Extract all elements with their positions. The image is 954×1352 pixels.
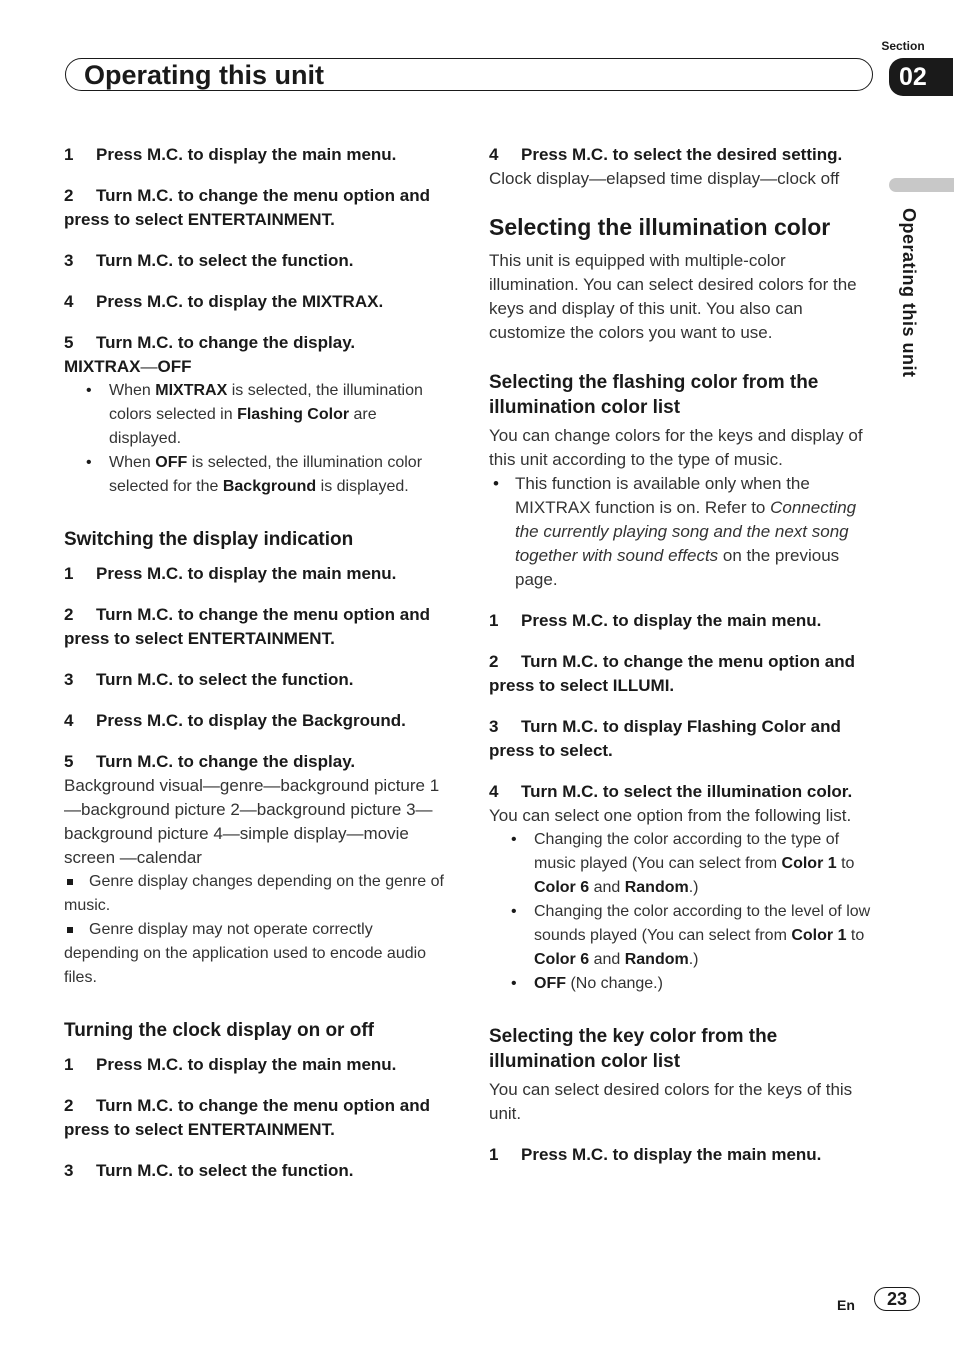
right-column bbox=[489, 143, 879, 1184]
bullet-item: • Changing the color according to the level of low sounds played (You can select from Color 1 to Color 6 and Random.) bbox=[489, 900, 879, 972]
paragraph: This unit is equipped with multiple-color illumination. You can select desired colors for the keys and display of this unit. You also can customize the colors you want to use. bbox=[489, 251, 857, 342]
side-tab-marker bbox=[889, 178, 954, 192]
step: 3 Turn M.C. to select the function. bbox=[64, 1161, 354, 1180]
subheading: Switching the display indication bbox=[64, 529, 354, 550]
step: 4 Press M.C. to select the desired setting. bbox=[489, 145, 843, 164]
step: 1 Press M.C. to display the main menu. bbox=[64, 145, 397, 164]
bullet-item: • Changing the color according to the type of music played (You can select from Color 1 to Color 6 and Random.) bbox=[489, 828, 879, 900]
step: 2 Turn M.C. to change the menu option and press to select ILLUMI. bbox=[489, 652, 855, 695]
bullet-item: • When OFF is selected, the illumination color selected for the Background is displayed. bbox=[64, 451, 448, 499]
display-options: Background visual—genre—background picture 1—background picture 2—background picture 3—background picture 4—simple display—movie screen —calendar bbox=[64, 776, 440, 867]
step: 1 Press M.C. to display the main menu. bbox=[64, 564, 397, 583]
paragraph: You can select desired colors for the keys of this unit. bbox=[489, 1080, 853, 1123]
mixtrax-options: MIXTRAX—OFF bbox=[64, 357, 192, 376]
side-tab-label: Operating this unit bbox=[899, 208, 919, 378]
clock-options: Clock display—elapsed time display—clock off bbox=[489, 169, 840, 188]
section-number: 02 bbox=[889, 58, 953, 96]
step: 2 Turn M.C. to change the menu option and press to select ENTERTAINMENT. bbox=[64, 1096, 430, 1139]
step: 3 Turn M.C. to display Flashing Color and press to select. bbox=[489, 717, 841, 760]
subheading: Selecting the flashing color from the illumination color list bbox=[489, 372, 819, 418]
step: 3 Turn M.C. to select the function. bbox=[64, 670, 354, 689]
page-title: Operating this unit bbox=[84, 60, 324, 90]
section-label: Section bbox=[881, 39, 925, 53]
subheading: Selecting the key color from the illumination color list bbox=[489, 1026, 778, 1072]
page-number: 23 bbox=[874, 1287, 920, 1311]
step: 2 Turn M.C. to change the menu option and press to select ENTERTAINMENT. bbox=[64, 186, 430, 229]
note-item: Genre display changes depending on the genre of music. bbox=[64, 870, 448, 918]
step: 4 Press M.C. to display the MIXTRAX. bbox=[64, 292, 384, 311]
language-label: En bbox=[837, 1297, 855, 1313]
note-item: Genre display may not operate correctly depending on the application used to encode audio files. bbox=[64, 918, 448, 990]
subheading: Turning the clock display on or off bbox=[64, 1020, 374, 1041]
left-column bbox=[64, 143, 448, 1200]
step: 1 Press M.C. to display the main menu. bbox=[64, 1055, 397, 1074]
bullet-item: • This function is available only when the MIXTRAX function is on. Refer to Connecting the currently playing song and the next song together with sound effects on the previous page. bbox=[489, 472, 879, 592]
bullet-item: • OFF (No change.) bbox=[489, 972, 879, 996]
step: 4 Turn M.C. to select the illumination color. bbox=[489, 782, 853, 801]
bullet-item: • When MIXTRAX is selected, the illumination colors selected in Flashing Color are displayed. bbox=[64, 379, 448, 451]
step: 5 Turn M.C. to change the display. bbox=[64, 333, 356, 352]
step: 4 Press M.C. to display the Background. bbox=[64, 711, 406, 730]
step: 1 Press M.C. to display the main menu. bbox=[489, 611, 822, 630]
section-heading: Selecting the illumination color bbox=[489, 214, 831, 240]
step: 3 Turn M.C. to select the function. bbox=[64, 251, 354, 270]
step: 5 Turn M.C. to change the display. bbox=[64, 752, 356, 771]
step: 1 Press M.C. to display the main menu. bbox=[489, 1145, 822, 1164]
paragraph: You can change colors for the keys and display of this unit according to the type of music. bbox=[489, 426, 863, 469]
step: 2 Turn M.C. to change the menu option and press to select ENTERTAINMENT. bbox=[64, 605, 430, 648]
paragraph: You can select one option from the following list. bbox=[489, 806, 852, 825]
